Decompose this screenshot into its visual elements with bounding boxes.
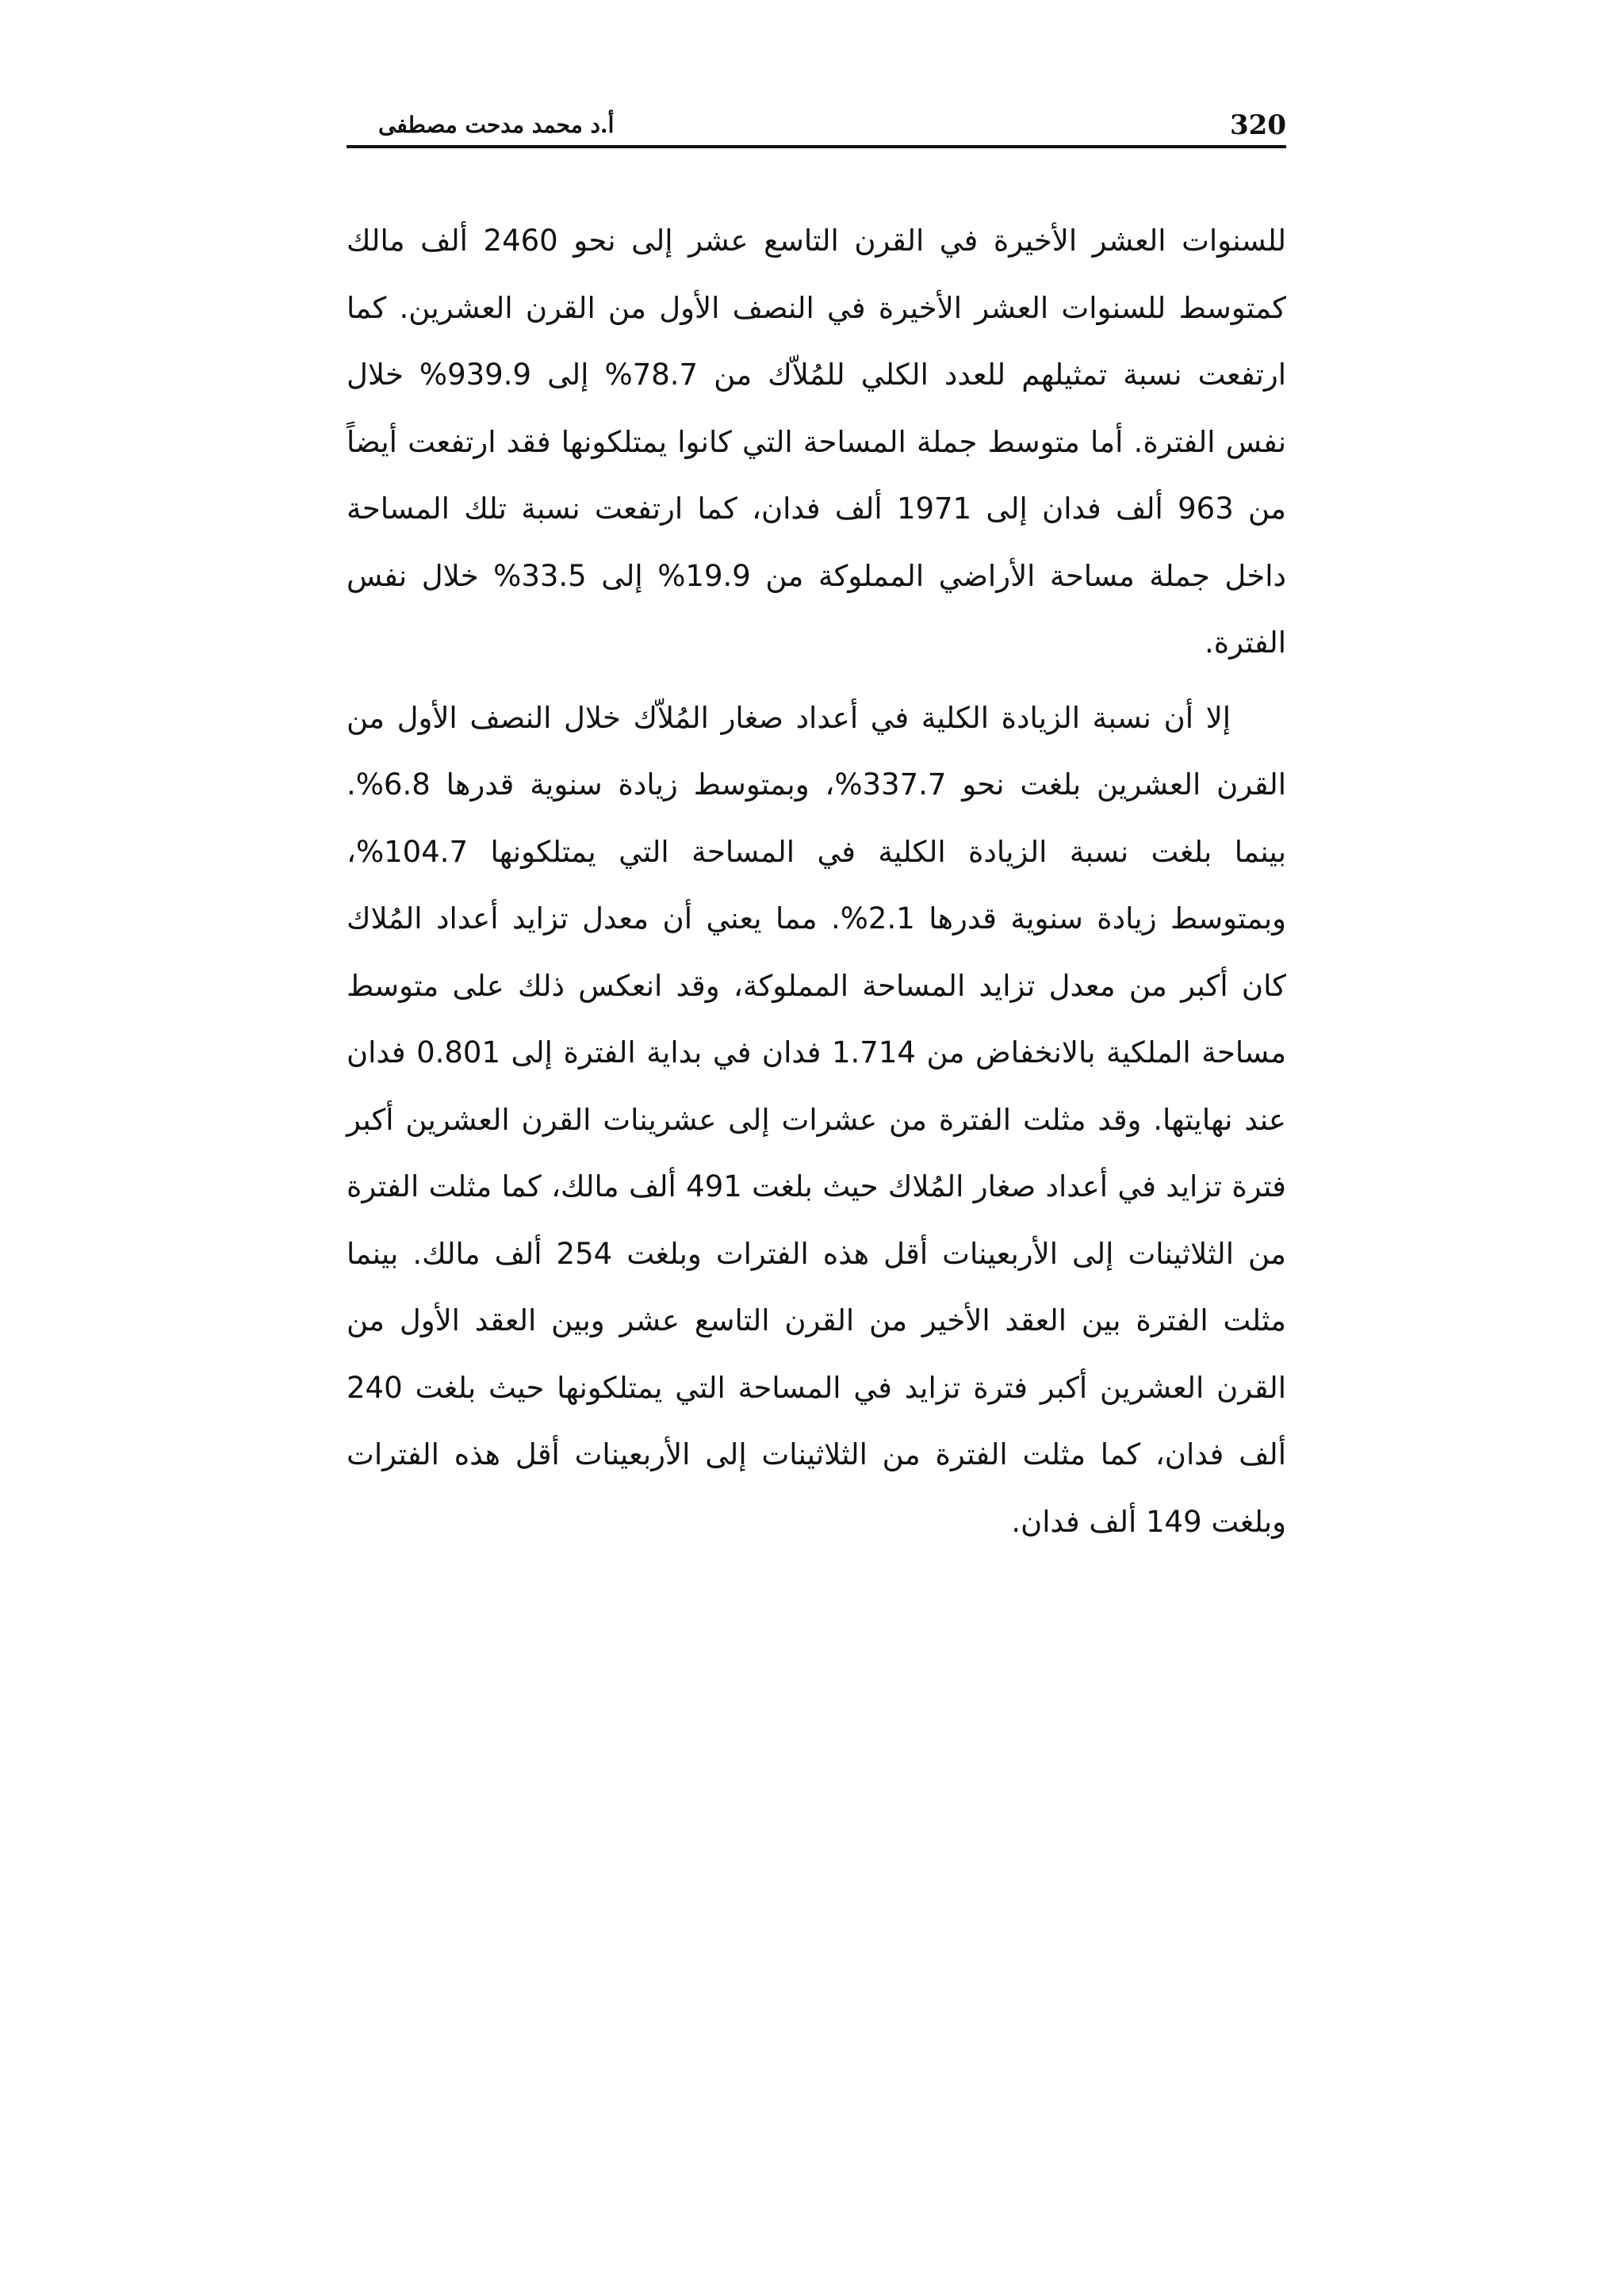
page-number: 320 [1230,109,1286,141]
page-header [347,101,1286,149]
body-text [347,208,1286,1563]
header-rule [347,145,1286,148]
paragraph: إلا أن نسبة الزيادة الكلية في أعداد صغار المُلاّك خلال النصف الأول من القرن العشرين بلغت نحو 337.7%، وبمتوسط زيادة سنوية قدرها 6.8%. بينما بلغت نسبة الزيادة الكلية في المساحة التي يمتلكونها 104.7%، وبمتوسط زيادة سنوية قدرها 2.1%. مما يعني أن معدل تزايد أعداد المُلاك كان أكبر من معدل تزايد المساحة المملوكة، وقد انعكس ذلك على متوسط مساحة الملكية بالانخفاض من 1.714 فدان في بداية الفترة إلى 0.801 فدان عند نهايتها. وقد مثلت الفترة من عشرات إلى عشرينات القرن العشرين أكبر فترة تزايد في أعداد صغار المُلاك حيث بلغت 491 ألف مالك، كما مثلت الفترة من الثلاثينات إلى الأربعينات أقل هذه الفترات وبلغت 254 ألف مالك. بينما مثلت الفترة بين العقد الأخير من القرن التاسع عشر وبين العقد الأول من القرن العشرين أكبر فترة تزايد في المساحة التي يمتلكونها حيث بلغت 240 ألف فدان، كما مثلت الفترة من الثلاثينات إلى الأربعينات أقل هذه الفترات وبلغت 149 ألف فدان. [347,700,1287,1539]
paragraph-continued: للسنوات العشر الأخيرة في القرن التاسع عشر إلى نحو 2460 ألف مالك كمتوسط للسنوات العشر الأخيرة في النصف الأول من القرن العشرين. كما ارتفعت نسبة تمثيلهم للعدد الكلي للمُلاّك من 78.7% إلى 939.9% خلال نفس الفترة. أما متوسط جملة المساحة التي كانوا يمتلكونها فقد ارتفعت أيضاً من 963 ألف فدان إلى 1971 ألف فدان، كما ارتفعت نسبة تلك المساحة داخل جملة مساحة الأراضي المملوكة من 19.9% إلى 33.5% خلال نفس الفترة. [347,224,1287,660]
running-head-author: أ.د محمد مدحت مصطفى [378,112,615,138]
